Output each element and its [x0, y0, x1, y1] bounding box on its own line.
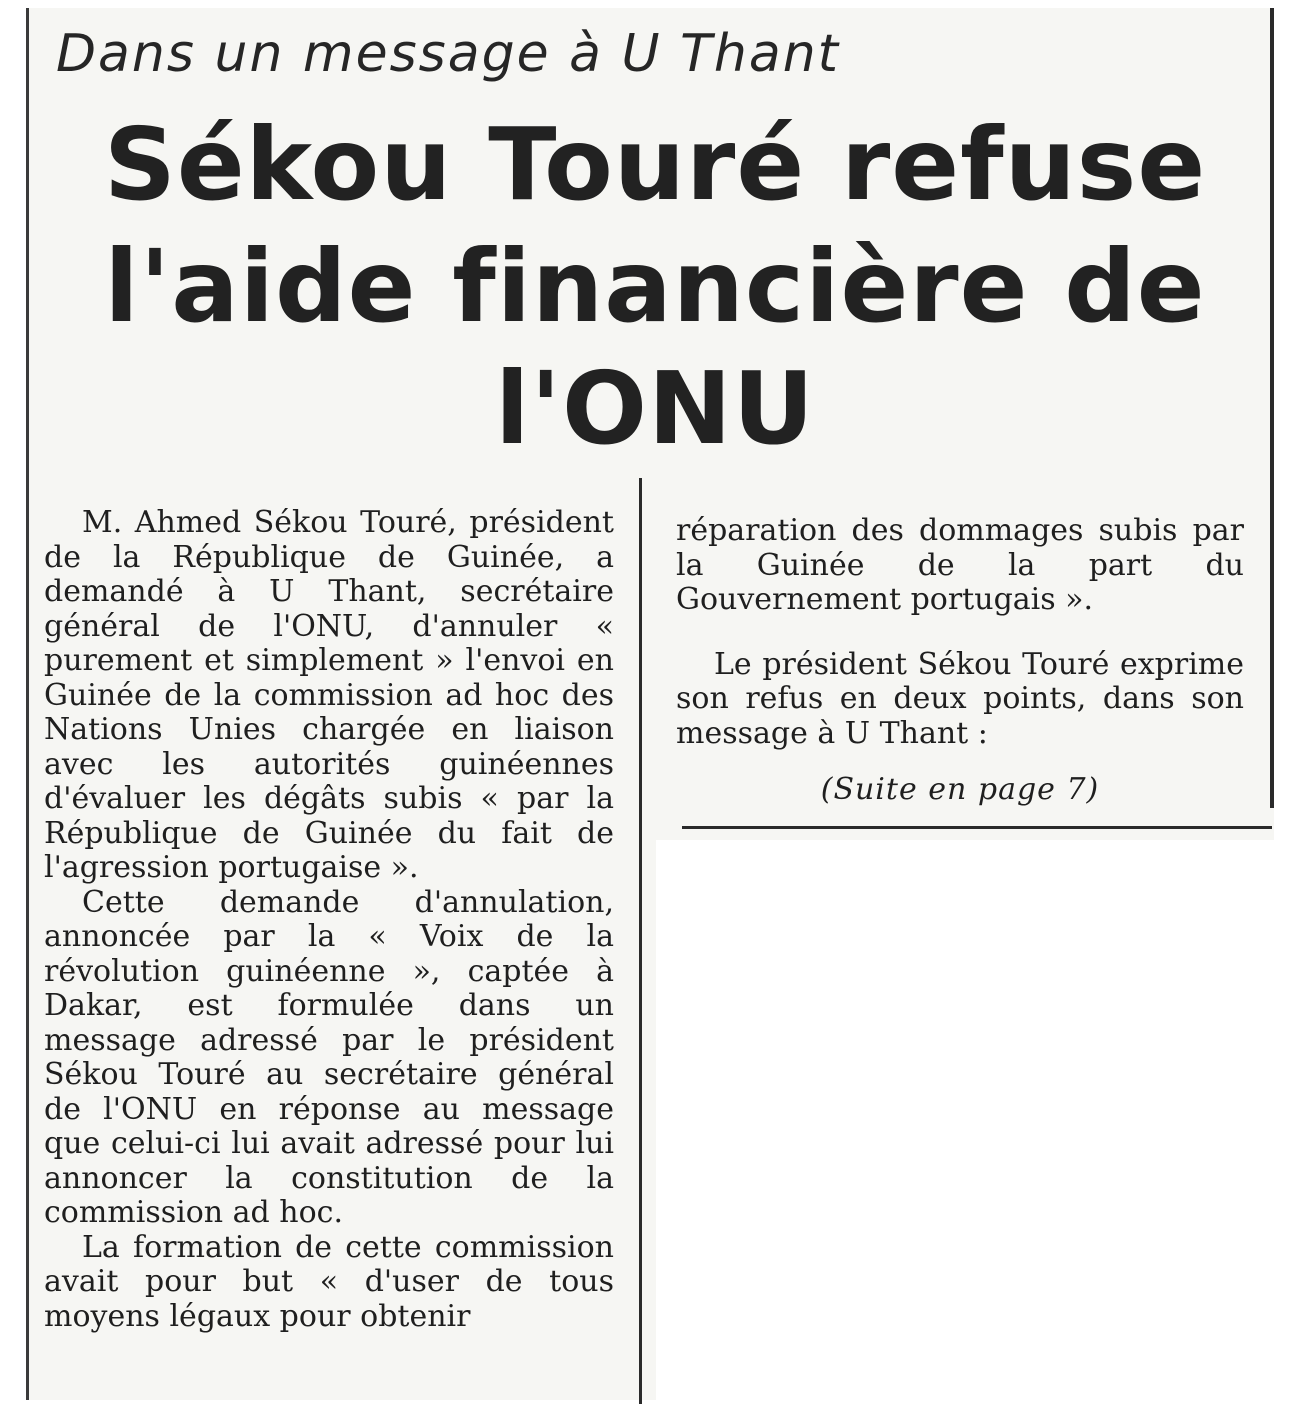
- column-end-rule: [682, 826, 1272, 829]
- clipping-right-edge: [1270, 8, 1274, 808]
- kicker-headline: Dans un message à U Thant: [56, 24, 841, 84]
- headline-line-3: l'ONU: [495, 350, 815, 467]
- paragraph-2: Cette demande d'annulation, annoncée par la « Voix de la révolution guinéenne », captée à Dakar, est formulée dans un message adressé par le président Sékou Touré au secrétaire général de l'ONU en réponse au message que celui-ci lui avait adressé pour lui annoncer la constitution de la commission ad hoc.: [44, 884, 614, 1230]
- paragraph-1: M. Ahmed Sékou Touré, président de la République de Guinée, a demandé à U Thant, secrétaire général de l'ONU, d'annuler « purement et simplement » l'envoi en Guinée de la commission ad hoc des Nations Unies chargée en liaison avec les autorités guinéennes d'évaluer les dégâts subis « par la République de Guinée du fait de l'agression portugaise ».: [44, 505, 614, 885]
- headline-line-1: Sékou Touré refuse: [103, 106, 1207, 223]
- article-column-right: [676, 514, 1244, 751]
- paragraph-4: Le président Sékou Touré exprime son refus en deux points, dans son message à U Thant :: [676, 646, 1244, 751]
- column-divider: [639, 478, 642, 1404]
- main-headline: [40, 104, 1270, 470]
- paragraph-3: La formation de cette commission avait pour but « d'user de tous moyens légaux pour obtenir: [44, 1229, 614, 1334]
- article-column-left: [44, 506, 614, 1334]
- clipping-left-edge: [26, 8, 29, 1400]
- cut-away-area: [656, 840, 1308, 1404]
- continuation-note: (Suite en page 7): [820, 772, 1100, 807]
- paragraph-3-continued: réparation des dommages subis par la Guinée de la part du Gouvernement portugais ».: [676, 513, 1244, 617]
- headline-line-2: l'aide financière de: [104, 228, 1206, 345]
